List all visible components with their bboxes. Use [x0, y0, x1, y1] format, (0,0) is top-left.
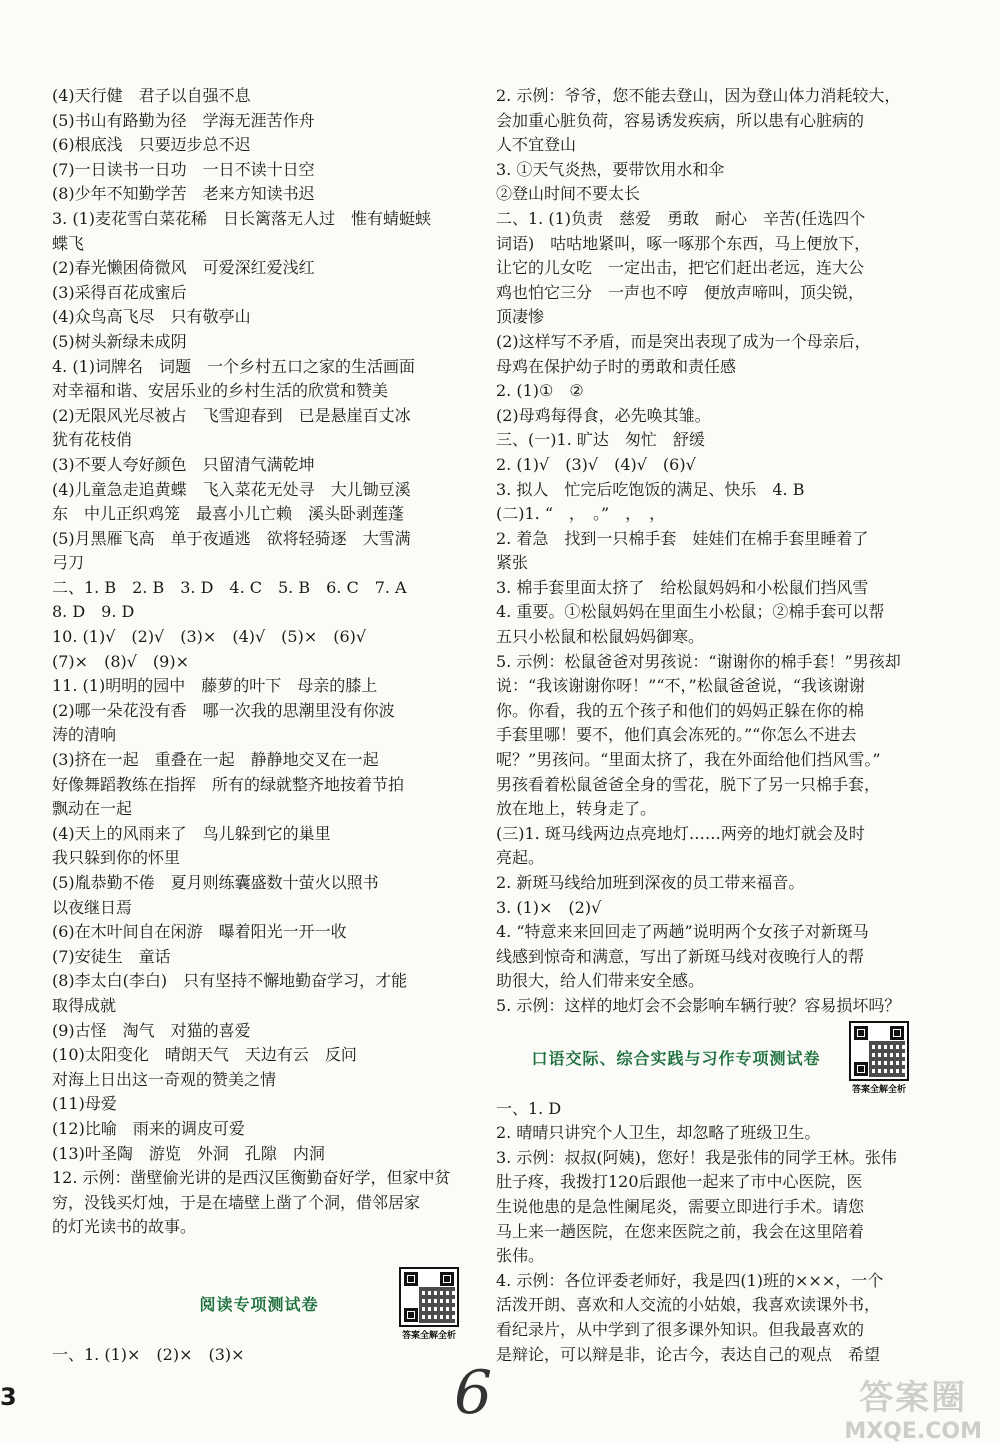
- answer-line: (2)春光懒困倚微风 可爱深红爱浅红: [52, 258, 315, 278]
- answer-line: 8. D 9. D: [52, 602, 135, 622]
- answer-line: 穷，没钱买灯烛，于是在墙壁上凿了个洞，借邻居家: [52, 1192, 421, 1212]
- answer-line: 东 中儿正织鸡笼 最喜小儿亡赖 溪头卧剥莲蓬: [52, 504, 405, 524]
- answer-line: 马上来一趟医院，在您来医院之前，我会在这里陪着: [496, 1221, 865, 1241]
- answer-line: (4)天上的风雨来了 鸟儿躲到它的巢里: [52, 823, 331, 843]
- answer-line: (2)母鸡每得食，必先唤其雏。: [496, 405, 711, 425]
- answer-line: 3. 棉手套里面太挤了 给松鼠妈妈和小松鼠们挡风雪: [496, 577, 869, 597]
- right-column: [496, 84, 916, 1367]
- answer-line: 母鸡在保护幼子时的勇敢和责任感: [496, 356, 737, 376]
- answer-line: 五只小松鼠和松鼠妈妈御寒。: [496, 627, 705, 647]
- qr-code-icon[interactable]: [849, 1021, 909, 1081]
- answer-line: 的灯光读书的故事。: [52, 1217, 197, 1237]
- answer-line: 飘动在一起: [52, 799, 133, 819]
- answer-line: 看纪录片，从中学到了很多课外知识。但我最喜欢的: [496, 1319, 865, 1339]
- answer-line: 活泼开朗、喜欢和人交流的小姑娘，我喜欢读课外书，: [496, 1295, 881, 1315]
- answer-line: 呢？”男孩问。“里面太挤了，我在外面给他们挡风雪。”: [496, 750, 881, 770]
- answer-line: 生说他患的是急性阑尾炎，需要立即进行手术。请您: [496, 1196, 865, 1216]
- answer-line: (3)采得百花成蜜后: [52, 282, 187, 302]
- answer-line: (5)书山有路勤为径 学海无涯苦作舟: [52, 110, 315, 130]
- section-title-reading: 阅读专项测试卷: [199, 1295, 319, 1314]
- answer-line: 4. (1)词牌名 词题 一个乡村五口之家的生活画面: [52, 356, 416, 376]
- left-answers-part-1: [52, 84, 466, 1240]
- handwritten-mark: 6: [454, 1358, 493, 1428]
- answer-line: 取得成就: [52, 995, 117, 1015]
- answer-line: 鸡也怕它三分 一声也不哼 便放声啼叫，顶尖锐，: [496, 282, 865, 302]
- left-column: [52, 84, 466, 1367]
- answer-line: 亮起。: [496, 848, 545, 868]
- answer-line: 4. 重要。①松鼠妈妈在里面生小松鼠；②棉手套可以帮: [496, 602, 885, 622]
- answer-line: 词语) 咕咕地紧叫，啄一啄那个东西，马上便放下，: [496, 233, 871, 253]
- answer-line: (2)无限风光尽被占 飞雪迎春到 已是悬崖百丈冰: [52, 405, 411, 425]
- answer-line: (二)1. “ ， 。” ， ，: [496, 504, 666, 524]
- watermark-url: MXQE.COM: [844, 1419, 982, 1444]
- answer-line: 是辩论，可以辩是非，论古今，表达自己的观点 希望: [496, 1344, 881, 1364]
- answer-line: (4)天行健 君子以自强不息: [52, 86, 251, 105]
- answer-line: (7)一日读书一日功 一日不读十日空: [52, 159, 315, 179]
- oral-practice-section-header: [496, 1019, 916, 1097]
- answer-line: 人不宜登山: [496, 135, 577, 155]
- answer-line: 2. (1)√ (3)√ (4)√ (6)√: [496, 454, 696, 474]
- answer-line: 让它的儿女吃 一定出击，把它们赶出老远，连大公: [496, 258, 865, 278]
- answer-line: 好像舞蹈教练在指挥 所有的绿就整齐地按着节拍: [52, 774, 405, 794]
- answer-line: 顶凄惨: [496, 307, 545, 327]
- answer-line: 10. (1)√ (2)√ (3)× (4)√ (5)× (6)√: [52, 627, 367, 647]
- section-title-oral-practice: 口语交际、综合实践与习作专项测试卷: [531, 1049, 821, 1069]
- answer-line: (6)根底浅 只要迈步总不迟: [52, 135, 251, 155]
- spacer: [52, 1240, 466, 1265]
- reading-test-section-header: [52, 1265, 466, 1343]
- answer-line: (6)在木叶间自在闲游 曝着阳光一开一收: [52, 922, 347, 942]
- answer-line: (3)不要人夸好颜色 只留清气满乾坤: [52, 454, 315, 474]
- answer-line: (12)比喻 雨来的调皮可爱: [52, 1118, 245, 1138]
- answer-line: 蝶飞: [52, 233, 85, 253]
- answer-line: 对幸福和谐、安居乐业的乡村生活的欣赏和赞美: [52, 381, 389, 401]
- answer-line: 一、1. D: [496, 1098, 562, 1118]
- answer-line: 2. 晴晴只讲究个人卫生，却忽略了班级卫生。: [496, 1123, 821, 1143]
- answer-line: 3. (1)麦花雪白菜花稀 日长篱落无人过 惟有蜻蜓蛱: [52, 208, 432, 228]
- answer-line: 2. (1)① ②: [496, 381, 584, 401]
- right-answers-part-2: [496, 1097, 916, 1368]
- answer-line: 肚子疼，我拨打120后跟他一起来了市中心医院，医: [496, 1172, 863, 1192]
- answer-line: 手套里哪！要不，他们真会冻死的。”“你怎么不进去: [496, 725, 857, 745]
- answer-line: 张伟。: [496, 1246, 545, 1266]
- answer-line: 会加重心脏负荷，容易诱发疾病，所以患有心脏病的: [496, 110, 865, 130]
- watermark-logo-text: 答案圈: [859, 1378, 968, 1418]
- answer-line: 一、1. (1)× (2)× (3)×: [52, 1344, 245, 1364]
- answer-line: 说：“我该谢谢你呀！”“不，”松鼠爸爸说，“我该谢谢: [496, 676, 865, 696]
- answer-line: 你。你看，我的五个孩子和他们的妈妈正躲在你的棉: [496, 700, 865, 720]
- answer-line: 11. (1)明明的园中 藤萝的叶下 母亲的膝上: [52, 676, 378, 696]
- answer-line: 我只躲到你的怀里: [52, 848, 181, 868]
- answer-line: (8)少年不知勤学苦 老来方知读书迟: [52, 184, 315, 204]
- answer-line: 3. ①天气炎热，要带饮用水和伞: [496, 159, 725, 179]
- answer-line: (10)太阳变化 晴朗天气 天边有云 反问: [52, 1045, 357, 1065]
- qr-caption: 答案全解全析: [401, 1330, 456, 1341]
- page-number: 3: [0, 1383, 17, 1411]
- watermark-logo: [844, 1370, 982, 1444]
- answer-line: ②登山时间不要太长: [496, 184, 641, 204]
- answer-line: 2. 着急 找到一只棉手套 娃娃们在棉手套里睡着了: [496, 528, 869, 548]
- answer-line: (2)这样写不矛盾，而是突出表现了成为一个母亲后，: [496, 331, 871, 351]
- qr-caption: 答案全解全析: [851, 1084, 906, 1095]
- answer-line: 12. 示例：凿壁偷光讲的是西汉匡衡勤奋好学，但家中贫: [52, 1168, 451, 1188]
- qr-code-block[interactable]: [394, 1267, 464, 1341]
- qr-code-block[interactable]: [844, 1021, 914, 1095]
- answer-line: (三)1. 斑马线两边点亮地灯……两旁的地灯就会及时: [496, 823, 865, 843]
- answer-line: 二、1. (1)负责 慈爱 勇敢 耐心 辛苦(任选四个: [496, 208, 866, 228]
- answer-line: (3)挤在一起 重叠在一起 静静地交叉在一起: [52, 750, 379, 770]
- answer-line: 助很大，给人们带来安全感。: [496, 971, 705, 991]
- answer-line: (9)古怪 淘气 对猫的喜爱: [52, 1020, 251, 1040]
- answer-line: (7)安徒生 童话: [52, 946, 171, 966]
- answer-line: 三、(一)1. 旷达 匆忙 舒缓: [496, 430, 705, 450]
- answer-line: 3. 示例：叔叔(阿姨)，您好！我是张伟的同学王林。张伟: [496, 1147, 897, 1167]
- answer-line: (5)胤恭勤不倦 夏月则练囊盛数十萤火以照书: [52, 873, 379, 892]
- answer-line: (5)树头新绿未成阴: [52, 331, 187, 351]
- answer-line: (13)叶圣陶 游览 外洞 孔隙 内洞: [52, 1143, 325, 1163]
- answer-line: 涛的清响: [52, 725, 117, 745]
- answer-line: 5. 示例：松鼠爸爸对男孩说：“谢谢你的棉手套！”男孩却: [496, 651, 901, 671]
- answer-line: 5. 示例：这样的地灯会不会影响车辆行驶？容易损坏吗？: [496, 995, 901, 1015]
- left-answers-part-2: [52, 1343, 466, 1368]
- answer-line: 4. 示例：各位评委老师好，我是四(1)班的×××，一个: [496, 1270, 884, 1290]
- qr-code-icon[interactable]: [399, 1267, 459, 1327]
- answer-line: 3. (1)× (2)√: [496, 897, 602, 917]
- answer-line: 对海上日出这一奇观的赞美之情: [52, 1069, 277, 1089]
- answer-line: (4)众鸟高飞尽 只有敬亭山: [52, 307, 251, 327]
- right-answers-part-1: [496, 84, 916, 1019]
- answer-line: 2. 新斑马线给加班到深夜的员工带来福音。: [496, 873, 805, 892]
- answer-line: 弓刀: [52, 553, 85, 573]
- answer-line: 3. 拟人 忙完后吃饱饭的满足、快乐 4. B: [496, 479, 805, 499]
- answer-line: (4)儿童急走追黄蝶 飞入菜花无处寻 大儿锄豆溪: [52, 479, 411, 499]
- answer-line: (2)哪一朵花没有香 哪一次我的思潮里没有你波: [52, 700, 395, 720]
- answer-line: 男孩看着松鼠爸爸全身的雪花，脱下了另一只棉手套，: [496, 774, 881, 794]
- answer-line: 放在地上，转身走了。: [496, 799, 657, 819]
- answer-line: (5)月黑雁飞高 单于夜遁逃 欲将轻骑逐 大雪满: [52, 528, 411, 548]
- answer-line: (7)× (8)√ (9)×: [52, 651, 190, 671]
- answer-line: 二、1. B 2. B 3. D 4. C 5. B 6. C 7. A: [52, 577, 407, 597]
- answer-line: (8)李太白(李白) 只有坚持不懈地勤奋学习，才能: [52, 971, 408, 991]
- answer-line: 以夜继日焉: [52, 897, 133, 917]
- answer-line: 4. “特意来来回回走了两趟”说明两个女孩子对新斑马: [496, 922, 869, 942]
- answer-line: (11)母爱: [52, 1094, 117, 1114]
- answer-line: 2. 示例：爷爷，您不能去登山，因为登山体力消耗较大，: [496, 86, 901, 105]
- answer-line: 犹有花枝俏: [52, 430, 133, 450]
- answer-line: 线感到惊奇和满意，写出了新斑马线对夜晚行人的帮: [496, 946, 865, 966]
- answer-line: 紧张: [496, 553, 529, 573]
